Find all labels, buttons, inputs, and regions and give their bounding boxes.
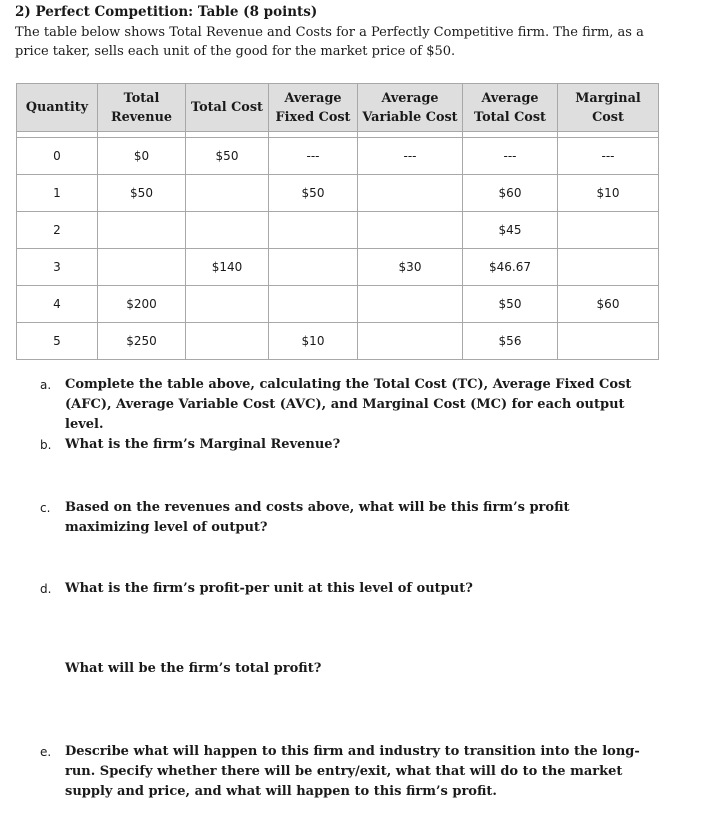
cell-total-revenue bbox=[98, 212, 186, 249]
question-label: a. bbox=[40, 378, 52, 392]
cell-total-cost bbox=[186, 286, 269, 323]
cell-average-fixed-cost: $10 bbox=[269, 323, 358, 360]
col-header-average-fixed-cost: Average Fixed Cost bbox=[269, 84, 358, 132]
question-text: Describe what will happen to this firm and industry to transition into the long-run. Specify whether there will be entry/exit, what that will do to the market supply and price, and what will happen to this firm’s profit. bbox=[65, 744, 640, 799]
cell-total-revenue: $0 bbox=[98, 138, 186, 175]
cell-quantity: 0 bbox=[17, 138, 98, 175]
question-label: d. bbox=[40, 582, 52, 596]
cell-average-fixed-cost: $50 bbox=[269, 175, 358, 212]
question-a bbox=[40, 375, 655, 435]
cell-marginal-cost bbox=[558, 249, 659, 286]
table-row bbox=[17, 249, 659, 286]
cell-total-revenue: $200 bbox=[98, 286, 186, 323]
cell-total-cost bbox=[186, 175, 269, 212]
question-text: What is the firm’s profit-per unit at this level of output? bbox=[65, 581, 473, 596]
table-row bbox=[17, 286, 659, 323]
table-row bbox=[17, 138, 659, 175]
question-e bbox=[40, 742, 655, 802]
cell-marginal-cost: $10 bbox=[558, 175, 659, 212]
cell-average-fixed-cost bbox=[269, 212, 358, 249]
cell-average-total-cost: $46.67 bbox=[463, 249, 558, 286]
cell-average-variable-cost bbox=[358, 175, 463, 212]
problem-intro: The table below shows Total Revenue and Costs for a Perfectly Competitive firm. The firm, as a price taker, sells each unit of the good for the market price of $50. bbox=[15, 25, 644, 59]
cell-average-fixed-cost bbox=[269, 249, 358, 286]
question-label: c. bbox=[40, 501, 51, 515]
question-text: Complete the table above, calculating the Total Cost (TC), Average Fixed Cost (AFC), Average Variable Cost (AVC), and Marginal Cost (MC) for each output level. bbox=[65, 377, 632, 432]
cell-total-cost bbox=[186, 323, 269, 360]
cell-average-total-cost: --- bbox=[463, 138, 558, 175]
cell-total-revenue bbox=[98, 249, 186, 286]
cell-average-fixed-cost: --- bbox=[269, 138, 358, 175]
col-header-total-revenue: Total Revenue bbox=[98, 84, 186, 132]
cell-average-variable-cost: $30 bbox=[358, 249, 463, 286]
cell-average-variable-cost bbox=[358, 212, 463, 249]
question-label: b. bbox=[40, 438, 52, 452]
cell-quantity: 1 bbox=[17, 175, 98, 212]
table-header-row bbox=[17, 84, 659, 132]
cell-quantity: 2 bbox=[17, 212, 98, 249]
col-header-average-variable-cost: Average Variable Cost bbox=[358, 84, 463, 132]
cell-average-total-cost: $60 bbox=[463, 175, 558, 212]
problem-title: 2) Perfect Competition: Table (8 points) bbox=[15, 4, 318, 20]
cell-average-fixed-cost bbox=[269, 286, 358, 323]
cell-total-revenue: $250 bbox=[98, 323, 186, 360]
cell-quantity: 5 bbox=[17, 323, 98, 360]
cell-average-variable-cost: --- bbox=[358, 138, 463, 175]
cell-quantity: 3 bbox=[17, 249, 98, 286]
cell-total-cost: $50 bbox=[186, 138, 269, 175]
cell-average-variable-cost bbox=[358, 323, 463, 360]
table-row bbox=[17, 175, 659, 212]
cell-marginal-cost bbox=[558, 212, 659, 249]
cell-marginal-cost bbox=[558, 323, 659, 360]
col-header-average-total-cost: Average Total Cost bbox=[463, 84, 558, 132]
cell-quantity: 4 bbox=[17, 286, 98, 323]
cell-total-revenue: $50 bbox=[98, 175, 186, 212]
question-label: e. bbox=[40, 745, 52, 759]
cell-marginal-cost: --- bbox=[558, 138, 659, 175]
col-header-quantity: Quantity bbox=[17, 84, 98, 132]
cell-average-total-cost: $45 bbox=[463, 212, 558, 249]
table-row bbox=[17, 212, 659, 249]
cell-average-total-cost: $50 bbox=[463, 286, 558, 323]
col-header-marginal-cost: Marginal Cost bbox=[558, 84, 659, 132]
cell-total-cost: $140 bbox=[186, 249, 269, 286]
cell-average-variable-cost bbox=[358, 286, 463, 323]
question-b bbox=[40, 435, 655, 455]
cell-average-total-cost: $56 bbox=[463, 323, 558, 360]
cell-marginal-cost: $60 bbox=[558, 286, 659, 323]
col-header-total-cost: Total Cost bbox=[186, 84, 269, 132]
question-text: What is the firm’s Marginal Revenue? bbox=[65, 437, 341, 452]
question-text: Based on the revenues and costs above, what will be this firm’s profit maximizing level of output? bbox=[65, 500, 570, 535]
question-c bbox=[40, 498, 655, 538]
cell-total-cost bbox=[186, 212, 269, 249]
table-row bbox=[17, 323, 659, 360]
question-d-followup: What will be the firm’s total profit? bbox=[65, 661, 322, 676]
cost-table bbox=[16, 83, 659, 360]
question-d bbox=[40, 579, 655, 599]
table-body bbox=[17, 132, 659, 360]
